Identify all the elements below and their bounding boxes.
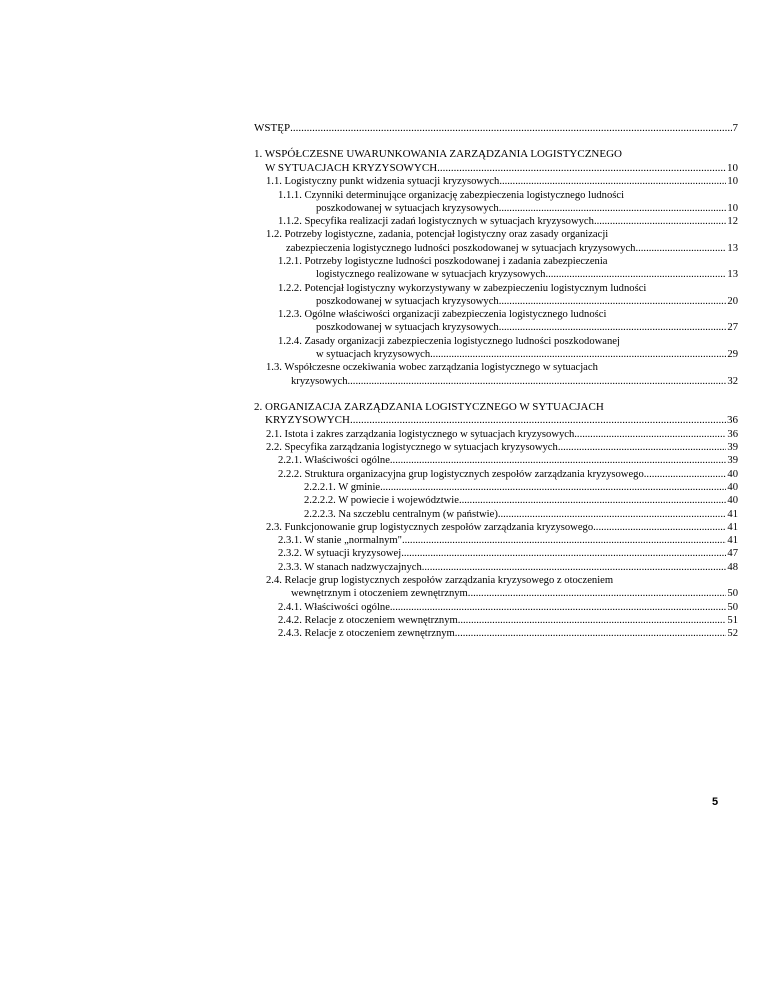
toc-entry bbox=[254, 561, 738, 574]
toc-entry-title-line: 2.4. Relacje grup logistycznych zespołów zarządzania kryzysowego z otoczeniem bbox=[266, 575, 614, 587]
toc-entry bbox=[254, 215, 738, 228]
toc-entry-title: 2.3.3. W stanach nadzwyczajnych bbox=[278, 561, 422, 573]
toc-entry-title: 2.3.1. W stanie „normalnym" bbox=[278, 535, 402, 547]
toc-entry bbox=[254, 614, 738, 627]
toc-entry-page: 52 bbox=[727, 628, 738, 640]
section-spacer bbox=[254, 135, 738, 148]
toc-entry-title: poszkodowanej w sytuacjach kryzysowych bbox=[316, 202, 499, 214]
toc-entry-title-line: 1.2.3. Ogólne właściwości organizacji zabezpieczenia logistycznego ludności bbox=[278, 309, 607, 321]
dot-leader bbox=[545, 268, 726, 281]
toc-entry-page: 10 bbox=[727, 202, 738, 214]
dot-leader bbox=[401, 547, 726, 560]
section-spacer bbox=[254, 388, 738, 401]
toc-entry-title: KRYZYSOWYCH bbox=[265, 414, 350, 427]
toc-entry bbox=[254, 441, 738, 454]
dot-leader bbox=[290, 122, 731, 135]
toc-entry-page: 13 bbox=[727, 242, 738, 254]
dot-leader bbox=[499, 202, 727, 215]
toc-entry bbox=[254, 601, 738, 614]
dot-leader bbox=[430, 348, 726, 361]
toc-entry-page: 7 bbox=[732, 122, 738, 134]
toc-entry-title: w sytuacjach kryzysowych bbox=[316, 349, 431, 361]
toc-entry-page: 36 bbox=[727, 414, 738, 427]
toc-entry-title: 2.1. Istota i zakres zarządzania logistycznego w sytuacjach kryzysowych bbox=[266, 428, 575, 440]
dot-leader bbox=[380, 481, 726, 494]
dot-leader bbox=[468, 587, 727, 600]
toc-entry bbox=[254, 547, 738, 560]
dot-leader bbox=[390, 601, 727, 614]
dot-leader bbox=[458, 614, 727, 627]
toc-entry bbox=[254, 534, 738, 547]
toc-entry bbox=[254, 189, 738, 216]
toc-entry-title: poszkodowanej w sytuacjach kryzysowych bbox=[316, 295, 499, 307]
toc-entry-page: 41 bbox=[727, 521, 738, 533]
toc-entry-title: 2.3.2. W sytuacji kryzysowej bbox=[278, 548, 402, 560]
dot-leader bbox=[593, 521, 726, 534]
toc-entry bbox=[254, 361, 738, 388]
toc-entry-page: 32 bbox=[727, 375, 738, 387]
toc-entry-title: 2.2.1. Właściwości ogólne bbox=[278, 455, 390, 467]
toc-entry-title: 1.1. Logistyczny punkt widzenia sytuacji kryzysowych bbox=[266, 176, 500, 188]
toc-entry-page: 10 bbox=[727, 161, 738, 174]
toc-entry-page: 41 bbox=[727, 508, 738, 520]
page-number: 5 bbox=[712, 796, 719, 808]
toc-entry-title: 2.4.1. Właściwości ogólne bbox=[278, 601, 390, 613]
toc-entry-page: 50 bbox=[727, 601, 738, 613]
toc-entry bbox=[254, 335, 738, 362]
toc-entry-title: 2.3. Funkcjonowanie grup logistycznych zespołów zarządzania kryzysowego bbox=[266, 521, 594, 533]
dot-leader bbox=[574, 428, 726, 441]
toc-entry bbox=[254, 401, 738, 428]
toc-entry-title-line: 1.3. Współczesne oczekiwania wobec zarządzania logistycznego w sytuacjach bbox=[266, 362, 598, 374]
toc-entry-title-line: 1. WSPÓŁCZESNE UWARUNKOWANIA ZARZĄDZANIA LOGISTYCZNEGO bbox=[254, 148, 622, 161]
dot-leader bbox=[348, 375, 727, 388]
dot-leader bbox=[422, 561, 727, 574]
dot-leader bbox=[594, 215, 726, 228]
toc-entry-title-line: 1.2.2. Potencjał logistyczny wykorzystywany w zabezpieczeniu logistycznym ludności bbox=[278, 282, 647, 294]
toc-entry-title: wewnętrznym i otoczeniem zewnętrznym bbox=[291, 588, 468, 600]
toc-entry bbox=[254, 468, 738, 481]
toc-entry-title-line: 1.2.4. Zasady organizacji zabezpieczenia logistycznego ludności poszkodowanej bbox=[278, 335, 620, 347]
toc-entry-title: 2.2.2.3. Na szczeblu centralnym (w państwie) bbox=[304, 508, 498, 520]
dot-leader bbox=[498, 508, 727, 521]
toc-entry-page: 39 bbox=[727, 442, 738, 454]
toc-entry bbox=[254, 521, 738, 534]
toc-entry-title: WSTĘP bbox=[254, 122, 291, 134]
toc-entry-title: 2.2.2.1. W gminie bbox=[304, 481, 381, 493]
toc-entry-page: 40 bbox=[727, 481, 738, 493]
toc-entry bbox=[254, 508, 738, 521]
toc-entry-page: 40 bbox=[727, 495, 738, 507]
toc-entry bbox=[254, 255, 738, 282]
dot-leader bbox=[350, 414, 726, 427]
dot-leader bbox=[455, 627, 727, 640]
toc-entry-page: 12 bbox=[727, 216, 738, 228]
dot-leader bbox=[499, 175, 726, 188]
toc-entry bbox=[254, 428, 738, 441]
dot-leader bbox=[558, 441, 727, 454]
toc-entry-page: 20 bbox=[727, 295, 738, 307]
toc-entry bbox=[254, 175, 738, 188]
toc-entry bbox=[254, 481, 738, 494]
toc-entry-title: 2.4.2. Relacje z otoczeniem wewnętrznym bbox=[278, 614, 458, 626]
toc-entry-title: 2.2. Specyfika zarządzania logistycznego w sytuacjach kryzysowych bbox=[266, 442, 558, 454]
toc-entry-title-line: 1.2. Potrzeby logistyczne, zadania, potencjał logistyczny oraz zasady organizacji bbox=[266, 229, 609, 241]
toc-entry-page: 51 bbox=[727, 614, 738, 626]
toc-entry-page: 39 bbox=[727, 455, 738, 467]
toc-entry-title: poszkodowanej w sytuacjach kryzysowych bbox=[316, 322, 499, 334]
toc-entry bbox=[254, 627, 738, 640]
table-of-contents bbox=[254, 122, 738, 641]
toc-entry-page: 50 bbox=[727, 588, 738, 600]
toc-entry bbox=[254, 148, 738, 175]
toc-entry-page: 48 bbox=[727, 561, 738, 573]
toc-entry-page: 41 bbox=[727, 535, 738, 547]
toc-entry bbox=[254, 122, 738, 135]
dot-leader bbox=[499, 321, 727, 334]
toc-entry bbox=[254, 282, 738, 309]
toc-entry-title: 2.4.3. Relacje z otoczeniem zewnętrznym bbox=[278, 628, 455, 640]
dot-leader bbox=[644, 468, 727, 481]
toc-entry-page: 10 bbox=[727, 176, 738, 188]
toc-entry-title: logistycznego realizowane w sytuacjach kryzysowych bbox=[316, 269, 546, 281]
toc-entry bbox=[254, 454, 738, 467]
toc-entry-title: zabezpieczenia logistycznego ludności poszkodowanej w sytuacjach kryzysowych bbox=[286, 242, 636, 254]
toc-entry-page: 40 bbox=[727, 468, 738, 480]
toc-entry bbox=[254, 494, 738, 507]
toc-entry-title: kryzysowych bbox=[291, 375, 348, 387]
toc-entry-page: 27 bbox=[727, 322, 738, 334]
toc-entry-title: 1.1.2. Specyfika realizacji zadań logistycznych w sytuacjach kryzysowych bbox=[278, 216, 594, 228]
toc-entry-title: 2.2.2.2. W powiecie i województwie bbox=[304, 495, 459, 507]
dot-leader bbox=[459, 494, 726, 507]
toc-entry-title-line: 1.2.1. Potrzeby logistyczne ludności poszkodowanej i zadania zabezpieczenia bbox=[278, 256, 608, 267]
dot-leader bbox=[437, 162, 726, 175]
dot-leader bbox=[499, 295, 727, 308]
dot-leader bbox=[402, 534, 726, 547]
toc-entry bbox=[254, 228, 738, 255]
dot-leader bbox=[635, 242, 726, 255]
toc-entry-page: 47 bbox=[727, 548, 738, 560]
dot-leader bbox=[390, 454, 727, 467]
toc-entry bbox=[254, 574, 738, 601]
toc-entry-page: 13 bbox=[727, 269, 738, 281]
toc-entry-title: W SYTUACJACH KRYZYSOWYCH bbox=[265, 161, 438, 174]
toc-entry bbox=[254, 308, 738, 335]
toc-entry-page: 36 bbox=[727, 428, 738, 440]
toc-entry-title-line: 1.1.1. Czynniki determinujące organizację zabezpieczenia logistycznego ludności bbox=[278, 189, 625, 201]
toc-entry-title-line: 2. ORGANIZACJA ZARZĄDZANIA LOGISTYCZNEGO W SYTUACJACH bbox=[254, 400, 604, 413]
toc-entry-title: 2.2.2. Struktura organizacyjna grup logistycznych zespołów zarządzania kryzysowego bbox=[278, 468, 644, 480]
toc-entry-page: 29 bbox=[727, 349, 738, 361]
